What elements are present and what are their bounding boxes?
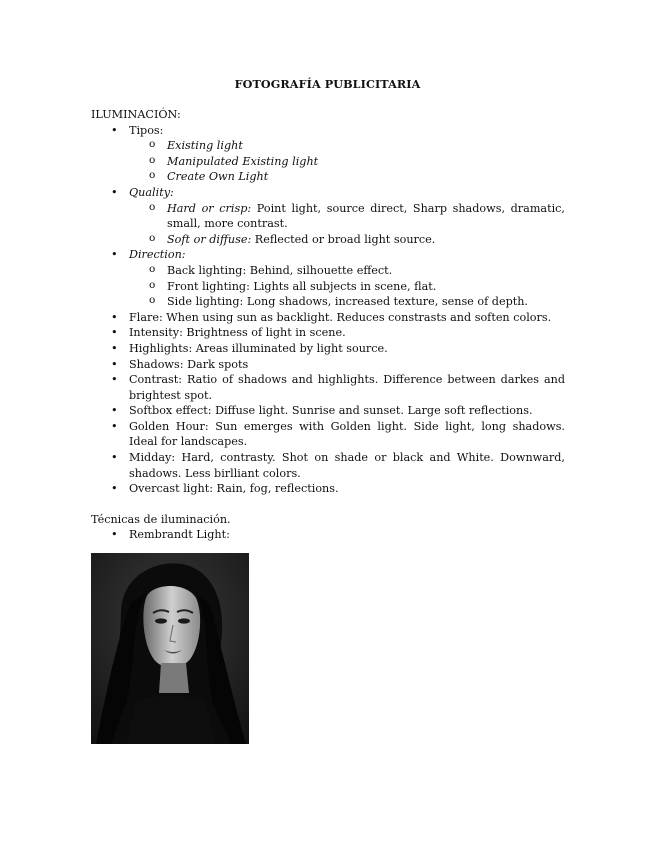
quality-desc: Reflected or broad light source. bbox=[251, 232, 436, 246]
lighting-list bbox=[91, 123, 565, 497]
sub-item bbox=[129, 138, 565, 154]
techniques-list bbox=[91, 527, 565, 543]
sub-item bbox=[129, 169, 565, 185]
portrait-image bbox=[91, 553, 249, 744]
quality-term: Hard or crisp: bbox=[167, 201, 252, 215]
list-item-direction bbox=[91, 247, 565, 309]
tipos-label: Tipos: bbox=[129, 123, 164, 137]
quality-sublist bbox=[129, 201, 565, 248]
quality-desc: Point light, source direct, Sharp shadows, dramatic, small, more contrast. bbox=[167, 201, 565, 231]
section-heading-iluminacion: ILUMINACIÓN: bbox=[91, 108, 181, 121]
sub-item bbox=[129, 232, 565, 248]
sub-item bbox=[129, 154, 565, 170]
sub-item bbox=[129, 201, 565, 232]
tipo-existing: Existing light bbox=[167, 139, 243, 153]
sub-item: o Back lighting: Behind, silhouette effect. bbox=[129, 263, 565, 279]
direction-sublist bbox=[129, 263, 565, 310]
list-item-quality bbox=[91, 185, 565, 247]
document-title: FOTOGRAFÍA PUBLICITARIA bbox=[234, 77, 421, 91]
sub-item: o Front lighting: Lights all subjects in scene, flat. bbox=[129, 279, 565, 295]
quality-term: Soft or diffuse: bbox=[167, 232, 252, 246]
list-item-tipos bbox=[91, 123, 565, 185]
list-item: • Highlights: Areas illuminated by light source. bbox=[91, 341, 565, 357]
direction-label: Direction: bbox=[129, 248, 186, 262]
quality-label: Quality: bbox=[129, 185, 174, 199]
tipo-create: Create Own Light bbox=[167, 170, 269, 184]
list-item: • Contrast: Ratio of shadows and highlights. Difference between darkes and brightest spot. bbox=[91, 372, 565, 403]
list-item-rembrandt: • Rembrandt Light: bbox=[91, 527, 565, 543]
list-item: • Shadows: Dark spots bbox=[91, 357, 565, 373]
section-heading-tecnicas: Técnicas de iluminación. bbox=[91, 512, 231, 526]
list-item: • Golden Hour: Sun emerges with Golden light. Side light, long shadows. Ideal for landscapes. bbox=[91, 419, 565, 450]
tipo-manipulated: Manipulated Existing light bbox=[167, 154, 319, 168]
list-item: • Midday: Hard, contrasty. Shot on shade or black and White. Downward, shadows. Less birlliant colors. bbox=[91, 450, 565, 481]
list-item: • Intensity: Brightness of light in scene. bbox=[91, 325, 565, 341]
portrait-photo bbox=[91, 553, 249, 744]
list-item: • Overcast light: Rain, fog, reflections. bbox=[91, 481, 565, 497]
list-item: • Softbox effect: Diffuse light. Sunrise and sunset. Large soft reflections. bbox=[91, 403, 565, 419]
tipos-sublist bbox=[129, 138, 565, 185]
document-body bbox=[91, 107, 565, 543]
sub-item: o Side lighting: Long shadows, increased texture, sense of depth. bbox=[129, 294, 565, 310]
list-item: • Flare: When using sun as backlight. Reduces constrasts and soften colors. bbox=[91, 310, 565, 326]
